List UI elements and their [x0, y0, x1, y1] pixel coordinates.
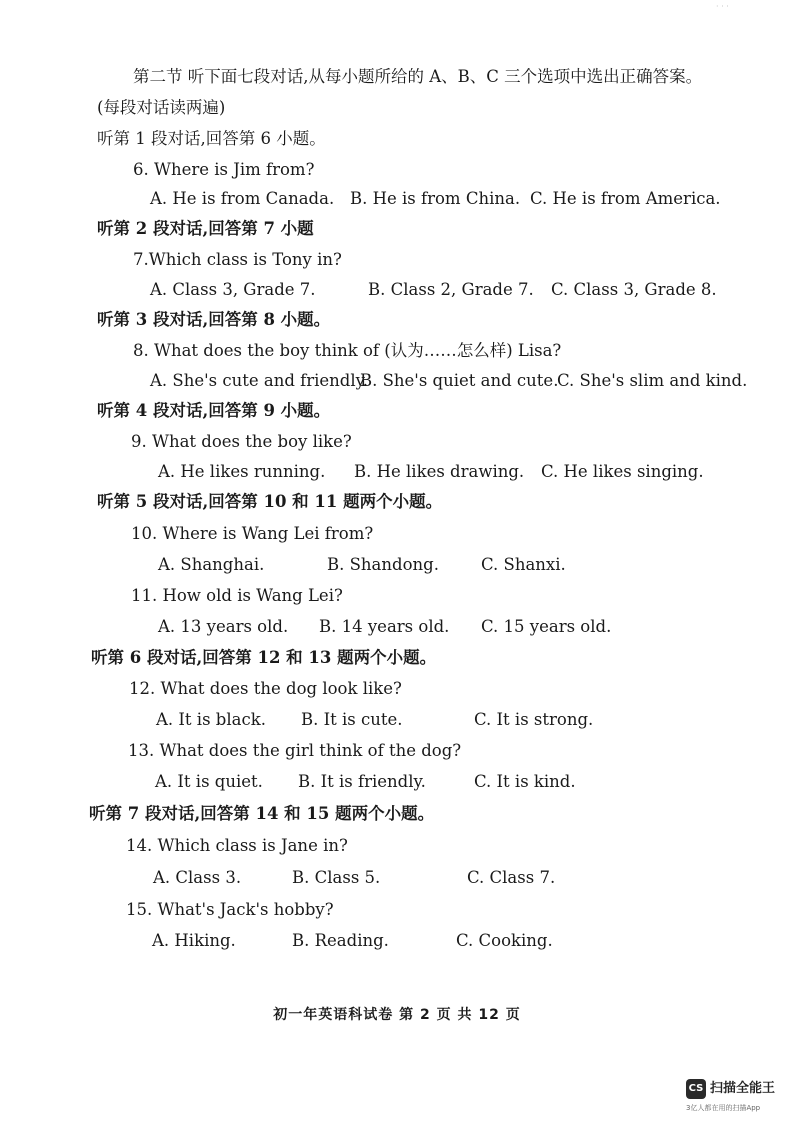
option-a: A. She's cute and friendly. [150, 371, 369, 390]
option-c: C. Class 7. [467, 868, 556, 887]
question-text: 11. How old is Wang Lei? [131, 586, 343, 605]
corner-mark: · · · [716, 2, 729, 11]
option-c: C. He likes singing. [541, 462, 704, 481]
option-b: B. He is from China. [350, 189, 521, 208]
option-c: C. 15 years old. [481, 617, 612, 636]
option-b: B. Class 2, Grade 7. [368, 280, 534, 299]
dialogue-intro: 听第 6 段对话,回答第 12 和 13 题两个小题。 [91, 648, 437, 667]
question-text: 7.Which class is Tony in? [133, 250, 342, 269]
scanner-watermark [686, 1079, 792, 1119]
option-a: A. 13 years old. [158, 617, 289, 636]
dialogue-intro: 听第 4 段对话,回答第 9 小题。 [97, 401, 331, 420]
option-a: A. Class 3. [153, 868, 242, 887]
cs-logo-icon: CS [686, 1079, 706, 1099]
scanner-app-name: 扫描全能王 [710, 1081, 776, 1096]
option-a: A. He is from Canada. [150, 189, 335, 208]
option-b: B. Reading. [292, 931, 389, 950]
dialogue-intro: 听第 5 段对话,回答第 10 和 11 题两个小题。 [97, 492, 443, 511]
option-c: C. Cooking. [456, 931, 553, 950]
question-text: 6. Where is Jim from? [133, 160, 315, 179]
option-a: A. It is black. [156, 710, 266, 729]
scanner-tagline: 3亿人都在用的扫描App [686, 1104, 761, 1112]
option-c: C. Class 3, Grade 8. [551, 280, 717, 299]
question-text: 10. Where is Wang Lei from? [131, 524, 374, 543]
option-c: C. Shanxi. [481, 555, 566, 574]
option-a: A. It is quiet. [155, 772, 263, 791]
question-text: 15. What's Jack's hobby? [126, 900, 334, 919]
option-c: C. It is kind. [474, 772, 576, 791]
option-c: C. He is from America. [530, 189, 721, 208]
section-heading-note: (每段对话读两遍) [97, 98, 226, 117]
question-text: 9. What does the boy like? [131, 432, 352, 451]
dialogue-intro: 听第 1 段对话,回答第 6 小题。 [97, 129, 326, 148]
option-c: C. It is strong. [474, 710, 594, 729]
option-b: B. Shandong. [327, 555, 439, 574]
option-b: B. 14 years old. [319, 617, 450, 636]
dialogue-intro: 听第 3 段对话,回答第 8 小题。 [97, 310, 331, 329]
question-text: 14. Which class is Jane in? [126, 836, 348, 855]
dialogue-intro: 听第 2 段对话,回答第 7 小题 [97, 219, 314, 238]
option-b: B. It is cute. [301, 710, 403, 729]
section-heading: 第二节 听下面七段对话,从每小题所给的 A、B、C 三个选项中选出正确答案。 [133, 67, 703, 86]
question-text: 12. What does the dog look like? [129, 679, 402, 698]
question-text: 13. What does the girl think of the dog? [128, 741, 462, 760]
option-b: B. She's quiet and cute. [360, 371, 559, 390]
option-c: C. She's slim and kind. [557, 371, 748, 390]
option-b: B. It is friendly. [298, 772, 426, 791]
dialogue-intro: 听第 7 段对话,回答第 14 和 15 题两个小题。 [89, 804, 435, 823]
option-a: A. Shanghai. [158, 555, 265, 574]
question-text: 8. What does the boy think of (认为……怎么样) Lisa? [133, 341, 562, 360]
option-a: A. Class 3, Grade 7. [150, 280, 316, 299]
page-footer: 初一年英语科试卷 第 2 页 共 12 页 [273, 1007, 521, 1023]
option-b: B. Class 5. [292, 868, 381, 887]
option-b: B. He likes drawing. [354, 462, 525, 481]
option-a: A. Hiking. [152, 931, 236, 950]
option-a: A. He likes running. [158, 462, 326, 481]
